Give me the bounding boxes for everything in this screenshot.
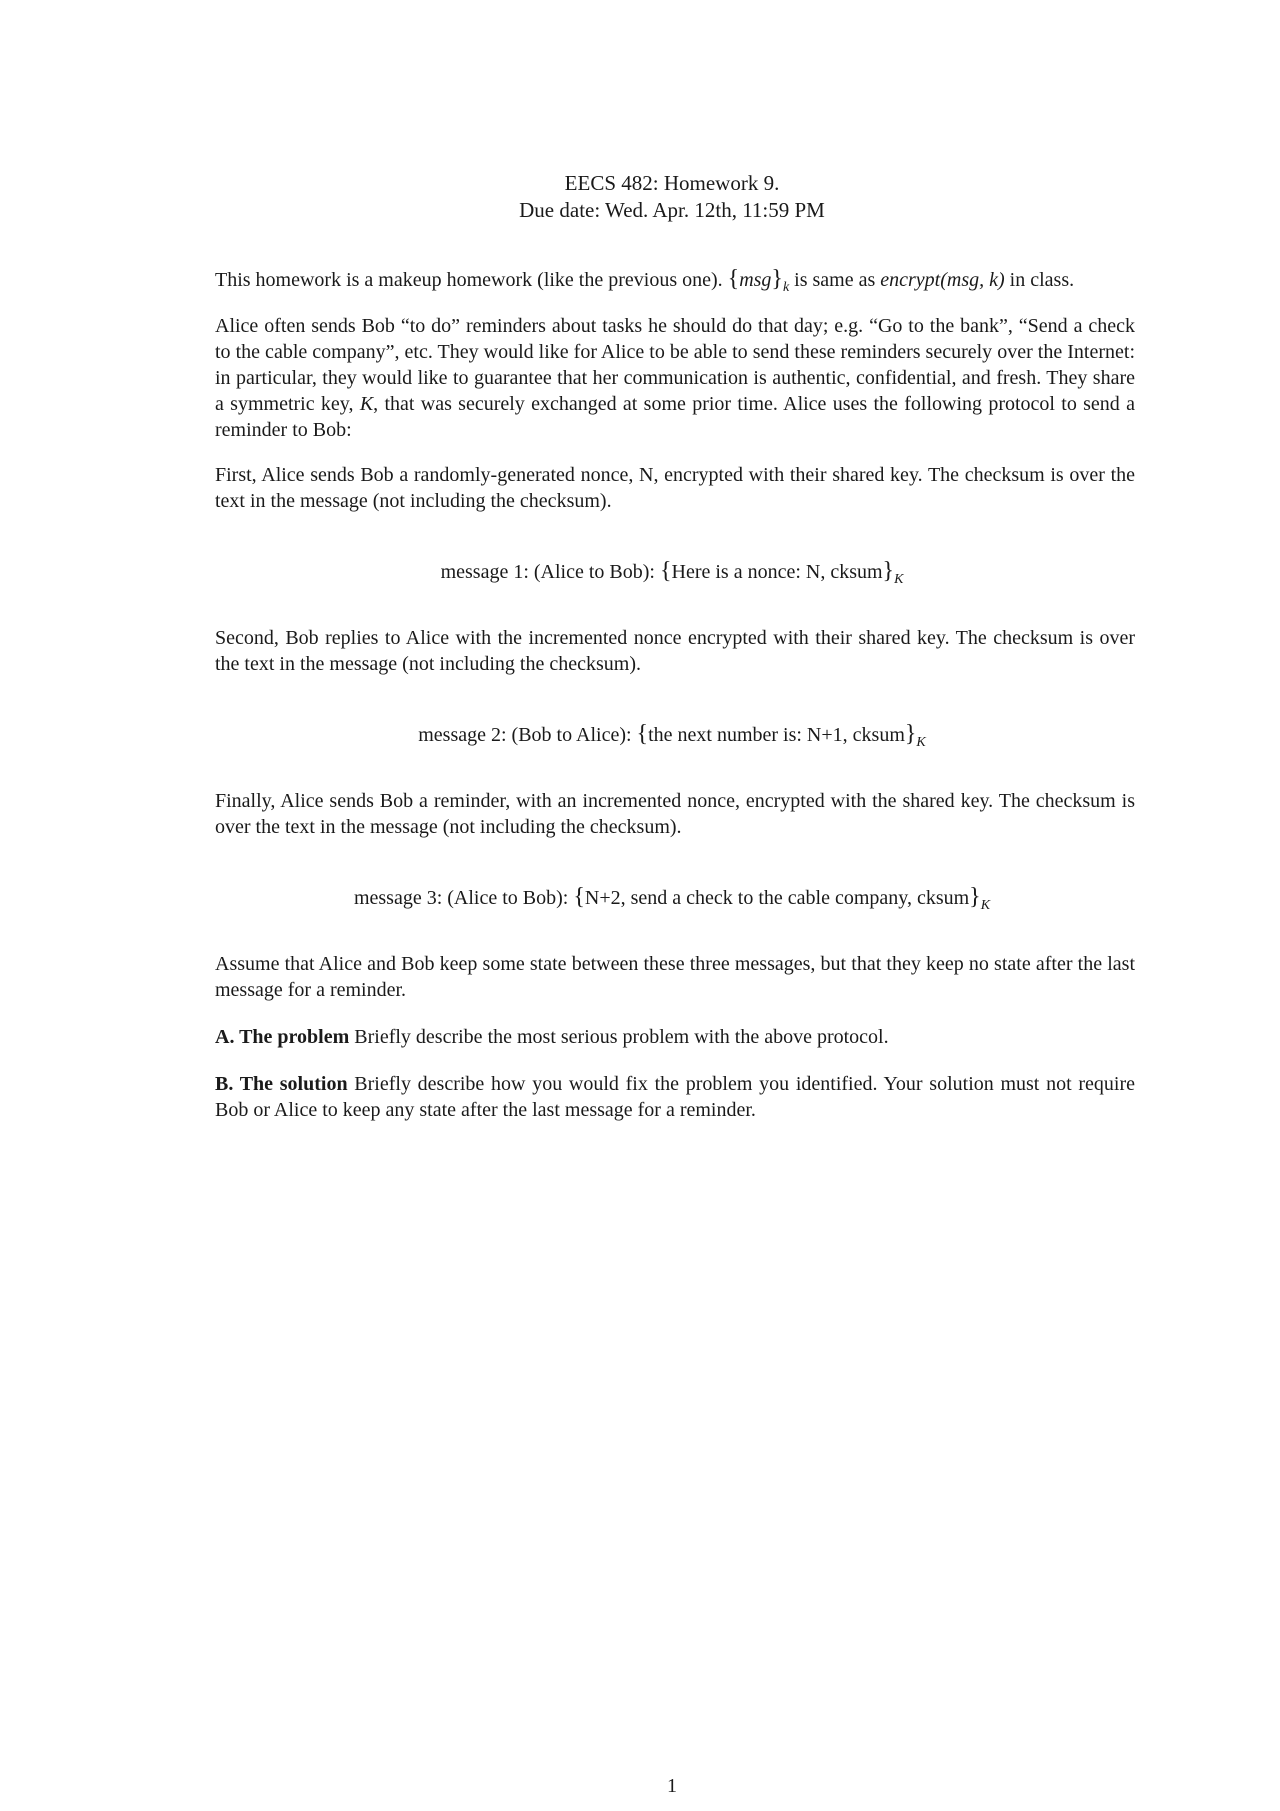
due-date: Due date: Wed. Apr. 12th, 11:59 PM bbox=[519, 198, 825, 222]
scenario-key: K bbox=[359, 393, 374, 415]
open-brace: { bbox=[636, 721, 649, 747]
message-3-key: K bbox=[980, 898, 991, 913]
close-brace: } bbox=[771, 266, 783, 292]
message-1-content: Here is a nonce: N, cksum bbox=[671, 561, 883, 583]
question-b-label: B. The solution bbox=[215, 1073, 348, 1095]
message-1 bbox=[0, 558, 1280, 585]
intro-msg-var: msg bbox=[739, 269, 772, 291]
first-step-paragraph bbox=[215, 462, 1135, 514]
open-brace: { bbox=[573, 884, 585, 910]
message-1-key: K bbox=[894, 572, 904, 587]
assumption-paragraph bbox=[215, 951, 1135, 1003]
scenario-part1: Alice often sends Bob “to do” reminders about tasks he should do that day; e.g. “Go to the bank”, “Send a check to the cable company”, etc. They would like for Alice to be able to send these reminders securely over the Internet: in particular, they would like to guarantee that her communication is authentic, confidential, and fresh. They share a symmetric key, bbox=[215, 315, 1135, 415]
final-step-paragraph bbox=[215, 788, 1135, 840]
intro-pre: This homework is a makeup homework (like the previous one). bbox=[215, 269, 728, 291]
message-2-content: the next number is: N+1, cksum bbox=[648, 724, 905, 746]
intro-post: in class. bbox=[1004, 269, 1075, 291]
open-brace: { bbox=[727, 266, 740, 292]
scenario-part2: , that was securely exchanged at some prior time. Alice uses the following protocol to send a reminder to Bob: bbox=[215, 393, 1135, 441]
final-step-text: Finally, Alice sends Bob a reminder, with an incremented nonce, encrypted with the shared key. The checksum is over the text in the message (not including the checksum). bbox=[215, 790, 1135, 838]
message-1-prefix: message 1: (Alice to Bob): bbox=[440, 561, 660, 583]
message-3 bbox=[0, 884, 1280, 911]
scenario-paragraph bbox=[215, 313, 1135, 443]
message-2-key: K bbox=[916, 735, 926, 750]
homework-title: EECS 482: Homework 9. bbox=[564, 171, 780, 195]
intro-mid: is same as bbox=[789, 269, 881, 291]
message-2-prefix: message 2: (Bob to Alice): bbox=[418, 724, 637, 746]
question-a-text: Briefly describe the most serious problem with the above protocol. bbox=[349, 1026, 889, 1048]
close-brace: } bbox=[904, 721, 917, 747]
intro-func: encrypt(msg, k) bbox=[880, 269, 1005, 291]
second-step-text: Second, Bob replies to Alice with the incremented nonce encrypted with their shared key. The checksum is over the text in the message (not including the checksum). bbox=[215, 627, 1135, 675]
question-b bbox=[215, 1071, 1135, 1123]
message-3-content: N+2, send a check to the cable company, cksum bbox=[584, 887, 970, 909]
intro-paragraph bbox=[215, 266, 1135, 293]
close-brace: } bbox=[882, 558, 895, 584]
open-brace: { bbox=[659, 558, 672, 584]
question-b-text: Briefly describe how you would fix the problem you identified. Your solution must not require Bob or Alice to keep any state after the last message for a reminder. bbox=[215, 1073, 1136, 1121]
page-number: 1 bbox=[667, 1775, 677, 1797]
first-step-text: First, Alice sends Bob a randomly-generated nonce, N, encrypted with their shared key. The checksum is over the text in the message (not including the checksum). bbox=[215, 464, 1135, 512]
second-step-paragraph bbox=[215, 625, 1135, 677]
close-brace: } bbox=[969, 884, 981, 910]
assumption-text: Assume that Alice and Bob keep some state between these three messages, but that they keep no state after the last message for a reminder. bbox=[215, 953, 1135, 1001]
message-3-prefix: message 3: (Alice to Bob): bbox=[353, 887, 574, 909]
question-a-label: A. The problem bbox=[215, 1026, 350, 1048]
message-2 bbox=[0, 721, 1280, 748]
document-header bbox=[0, 170, 1280, 224]
question-a bbox=[215, 1024, 1135, 1050]
intro-key-subscript: k bbox=[782, 280, 790, 295]
